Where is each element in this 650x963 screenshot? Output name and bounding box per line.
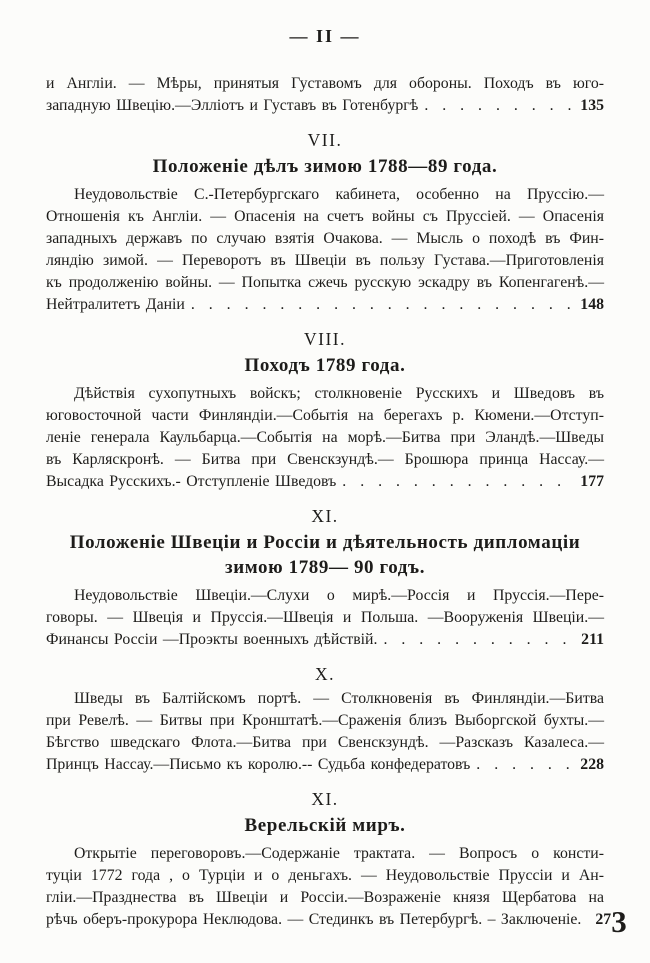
toc-text-line: туціи 1772 года , о Турціи и о деньгахъ. — Неудовольствіе Пруссіи и Ан- (46, 867, 604, 884)
section-title-line: Походъ 1789 года. (244, 355, 406, 376)
entry-page-number-main: 148 (580, 296, 604, 313)
toc-text-line: Бѣгство шведскаго Флота.—Битва при Свенскзундѣ. —Разсказъ Казалеса.— (46, 734, 604, 751)
section-paragraph (46, 383, 604, 493)
dot-leader (191, 294, 572, 316)
toc-section (46, 329, 604, 493)
entry-text: западную Швецію.—Элліотъ и Густавъ въ Готенбургѣ (46, 97, 419, 114)
entry-page-number-main: 135 (580, 97, 604, 114)
entry-page-number: 273 (595, 904, 627, 939)
entry-page-number (580, 754, 604, 776)
section-title (46, 813, 604, 838)
entry-final-line (46, 95, 604, 117)
toc-text-line: къ продолженію войны. — Попытка сжечь русскую эскадру въ Копенгагенѣ.— (46, 274, 604, 291)
toc-text-line: говоры. — Швеція и Пруссія.—Швеція и Польша. —Вооруженія Швеціи.— (46, 609, 604, 626)
dot-leader (476, 754, 572, 776)
toc-text-line: Дѣйствія сухопутныхъ войскъ; столкновеніе Русскихъ и Шведовъ въ (74, 385, 604, 402)
toc-section (46, 73, 604, 117)
toc-text-line: Неудовольствіе С.-Петербургскаго кабинета, особенно на Пруссію.— (74, 186, 604, 203)
toc-text-line: леніе генерала Каульбарца.—Событія на морѣ.—Битва при Эландѣ.—Шведы (46, 429, 604, 446)
entry-final-line (46, 629, 604, 651)
entry-page-number-main: 177 (580, 473, 604, 490)
section-paragraph (46, 843, 627, 939)
entry-page-number (580, 294, 604, 316)
section-title (46, 353, 604, 378)
toc-section (46, 664, 604, 776)
entry-page-number (580, 471, 604, 493)
entry-text: Высадка Русскихъ.- Отступленіе Шведовъ (46, 473, 337, 490)
entry-final-line (46, 294, 604, 316)
toc-text-line: гліи.—Празднества въ Швеціи и Россіи.—Возраженіе князя Щербатова на (46, 889, 604, 906)
entry-page-number (581, 629, 604, 651)
section-number: XI. (311, 506, 339, 526)
dot-leader (383, 629, 573, 651)
toc-text-line: юговосточной части Финляндіи.—Событія на берегахъ р. Кюмени.—Отступ- (46, 407, 604, 424)
entry-text: рѣчь оберъ-прокурора Неклюдова. — Стединкъ въ Петербургѣ. – Заключеніе. (46, 911, 582, 928)
toc-section (46, 789, 627, 939)
toc-sections (46, 73, 627, 939)
toc-text-line: Шведы въ Балтійскомъ портѣ. — Столкновенія въ Финляндіи.—Битва (74, 690, 604, 707)
entry-page-number (580, 95, 604, 117)
toc-text-line: Неудовольствіе Швеціи.—Слухи о мирѣ.—Россія и Пруссія.—Пере- (74, 587, 604, 604)
section-title (46, 530, 604, 580)
section-title-line: Положеніе дѣлъ зимою 1788—89 года. (152, 156, 498, 177)
entry-text: Нейтралитетъ Даніи (46, 296, 185, 313)
entry-text: Принцъ Нассау.—Письмо къ королю.-- Судьба конфедератовъ (46, 756, 471, 773)
section-title (46, 154, 604, 179)
entry-text: Финансы Россіи —Проэкты военныхъ дѣйствій. (46, 631, 378, 648)
section-title-line: зимою 1789— 90 годъ. (224, 557, 426, 578)
section-number: VII. (307, 130, 343, 150)
entry-page-number-main: 211 (581, 631, 604, 648)
toc-text-line: въ Карляскронѣ. — Битва при Свенскзундѣ.— Брошюра принца Нассау.— (46, 451, 604, 468)
toc-text-line: Открытіе переговоровъ.—Содержаніе трактата. — Вопросъ о консти- (74, 845, 604, 862)
toc-text-line: и Англіи. — Мѣры, принятыя Густавомъ для обороны. Походъ въ юго- (46, 75, 604, 92)
entry-final-line (46, 754, 604, 776)
section-paragraph (46, 184, 604, 316)
toc-text-line: западныхъ державъ по случаю взятія Очакова. — Мысль о походѣ въ Фин- (46, 230, 604, 247)
section-paragraph (46, 688, 604, 776)
page-number-header: — II — (289, 26, 361, 46)
toc-text-line: Отношенія къ Англіи. — Опасенія на счетъ войны съ Пруссіей. — Опасенія (46, 208, 604, 225)
entry-final-line (46, 471, 604, 493)
section-number: X. (314, 664, 335, 684)
dot-leader (342, 471, 572, 493)
toc-section (46, 130, 604, 316)
section-paragraph (46, 73, 604, 117)
toc-text-line: при Ревелѣ. — Битвы при Кронштатѣ.—Сраженія близъ Выборгской бухты.— (46, 712, 604, 729)
section-number: VIII. (304, 329, 346, 349)
section-title-line: Положеніе Швеціи и Россіи и дѣятельность дипломаціи (69, 532, 581, 553)
toc-section (46, 506, 604, 651)
entry-final-line (46, 904, 627, 939)
section-title-line: Верельскій миръ. (244, 815, 406, 836)
section-paragraph (46, 585, 604, 651)
entry-page-number-main: 228 (580, 756, 604, 773)
entry-page-number-main: 27 (595, 911, 612, 928)
toc-text-line: ляндію зимой. — Переворотъ въ Швеціи въ пользу Густава.—Приготовленія (46, 252, 604, 269)
dot-leader (424, 95, 572, 117)
section-number: XI. (311, 789, 339, 809)
